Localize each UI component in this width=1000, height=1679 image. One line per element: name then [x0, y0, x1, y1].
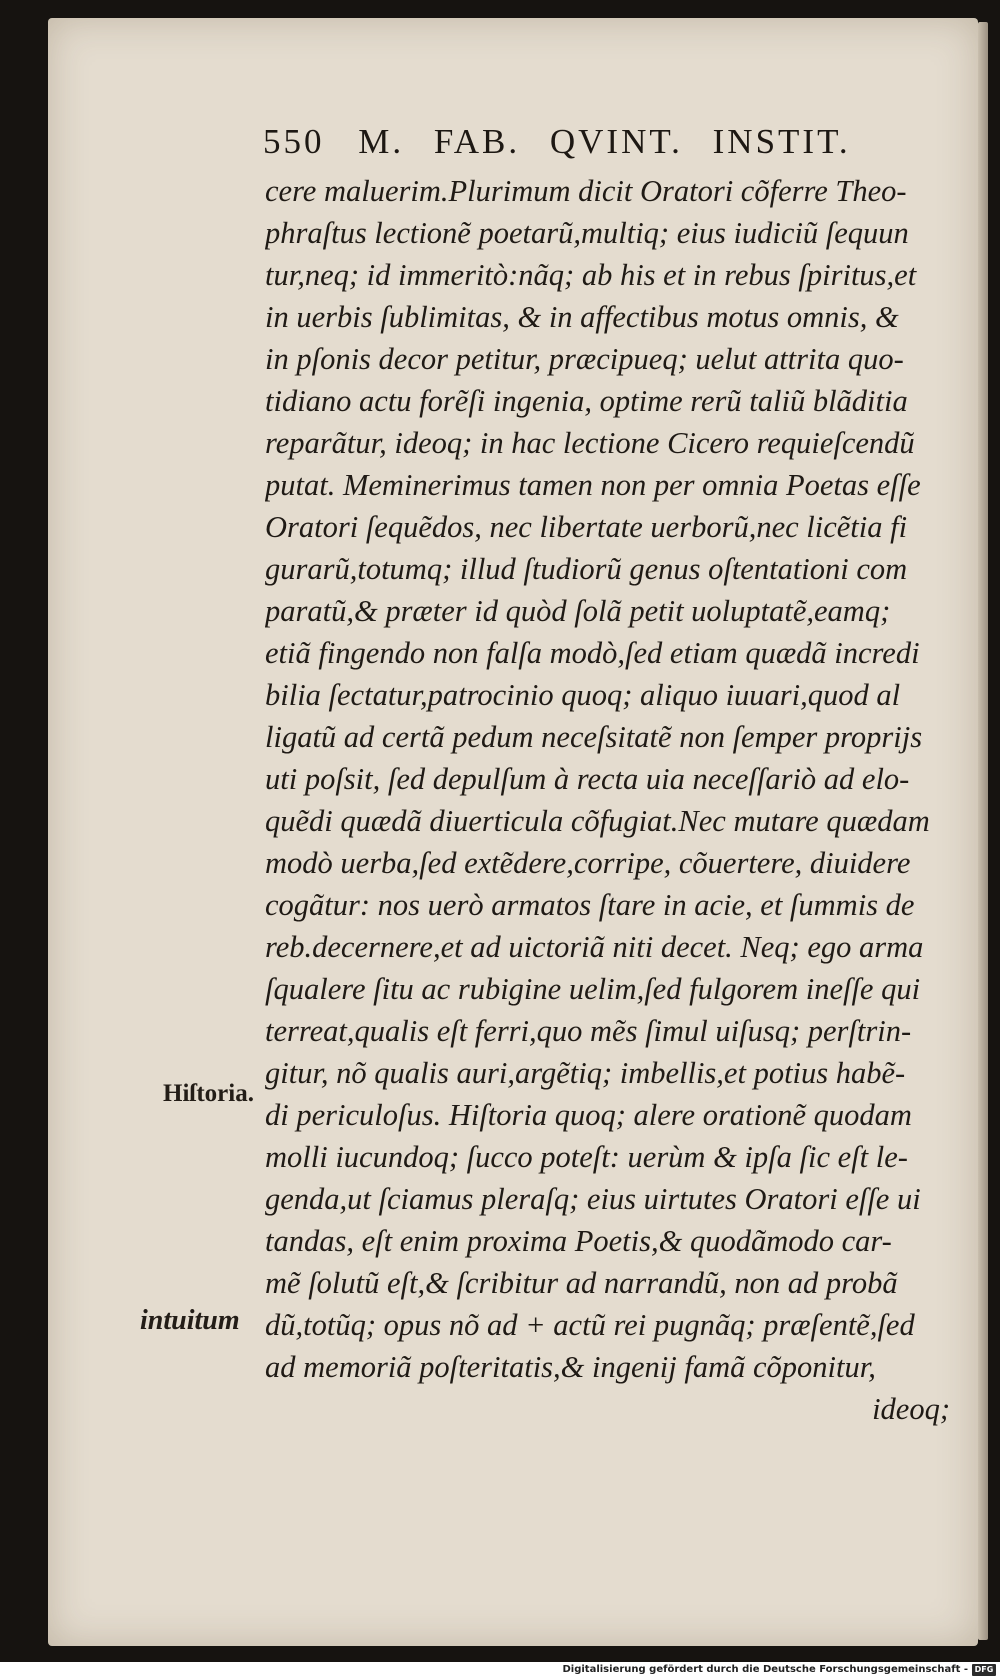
text-line: cere maluerim.Plurimum dicit Oratori cõferre Theo-: [265, 174, 907, 208]
text-line: ſqualere ſitu ac rubigine uelim,ſed fulgorem ineſſe qui: [265, 972, 921, 1006]
text-line: genda,ut ſciamus pleraſq; eius uirtutes Oratori eſſe ui: [265, 1182, 921, 1216]
text-line: reb.decernere,et ad uictoriã niti decet. Neq; ego arma: [265, 930, 924, 964]
running-head-word: FAB.: [433, 122, 521, 161]
text-line: in uerbis ſublimitas, & in affectibus motus omnis, &: [265, 300, 899, 334]
catchword: ideoq;: [872, 1392, 950, 1426]
text-line: mẽ ſolutũ eſt,& ſcribitur ad narrandũ, non ad probã: [265, 1266, 898, 1300]
text-line: etiã fingendo non falſa modò,ſed etiam quædã incredi: [265, 636, 920, 670]
text-line: bilia ſectatur,patrocinio quoq; aliquo iuuari,quod al: [265, 678, 901, 712]
running-head-word: INSTIT.: [712, 122, 851, 161]
text-line: gitur, nõ qualis auri,argẽtiq; imbellis,et potius habẽ-: [265, 1056, 906, 1090]
text-line: tandas, eſt enim proxima Poetis,& quodãmodo car-: [265, 1224, 892, 1258]
text-line: paratũ,& præter id quòd ſolã petit uoluptatẽ,eamq;: [265, 594, 891, 628]
text-line: phraſtus lectionẽ poetarũ,multiq; eius iudiciũ ſequun: [265, 216, 909, 250]
text-line: cogãtur: nos uerò armatos ſtare in acie, et ſummis de: [265, 888, 915, 922]
text-line: Oratori ſequẽdos, nec libertate uerborũ,nec licẽtia fi: [265, 510, 908, 544]
text-line: molli iucundoq; ſucco poteſt: uerùm & ipſa ſic eſt le-: [265, 1140, 908, 1174]
page-edge: [978, 22, 988, 1640]
text-line: modò uerba,ſed extẽdere,corripe, cõuertere, diuidere: [265, 846, 911, 880]
text-line: tidiano actu forẽſi ingenia, optime rerũ taliũ blãditia: [265, 384, 908, 418]
text-line: di periculoſus. Hiſtoria quoq; alere orationẽ quodam: [265, 1098, 912, 1132]
text-line: terreat,qualis eſt ferri,quo mẽs ſimul uiſusq; perſtrin-: [265, 1014, 912, 1048]
text-line: ligatũ ad certã pedum neceſsitatẽ non ſemper proprijs: [265, 720, 923, 754]
text-line: gurarũ,totumq; illud ſtudiorũ genus oſtentationi com: [265, 552, 908, 586]
running-head-word: M.: [358, 122, 405, 161]
digitization-credit: Digitalisierung gefördert durch die Deutsche Forschungsgemeinschaft -: [562, 1664, 968, 1675]
text-line: uti poſsit, ſed depulſum à recta uia neceſſariò ad elo-: [265, 762, 910, 796]
dfg-logo-icon: DFG: [972, 1664, 996, 1676]
text-line: in pſonis decor petitur, præcipueq; uelut attrita quo-: [265, 342, 904, 376]
marginal-note-historia: Hiſtoria.: [163, 1080, 254, 1107]
body-text: [265, 170, 965, 1430]
text-line: tur,neq; id immeritò:nãq; ab his et in rebus ſpiritus,et: [265, 258, 917, 292]
text-line: reparãtur, ideoq; in hac lectione Cicero requieſcendũ: [265, 426, 915, 460]
text-line: quẽdi quædã diuerticula cõfugiat.Nec mutare quædam: [265, 804, 930, 838]
text-line: ad memoriã poſteritatis,& ingenij famã cõponitur,: [265, 1350, 876, 1384]
text-line: dũ,totũq; opus nõ ad + actũ rei pugnãq; præſentẽ,ſed: [265, 1308, 915, 1342]
page-number: 550: [263, 122, 325, 161]
text-line: putat. Meminerimus tamen non per omnia Poetas eſſe: [265, 468, 921, 502]
marginal-note-intuitum: intuitum: [140, 1305, 240, 1336]
running-head: [263, 122, 963, 172]
running-head-word: QVINT.: [549, 122, 683, 161]
